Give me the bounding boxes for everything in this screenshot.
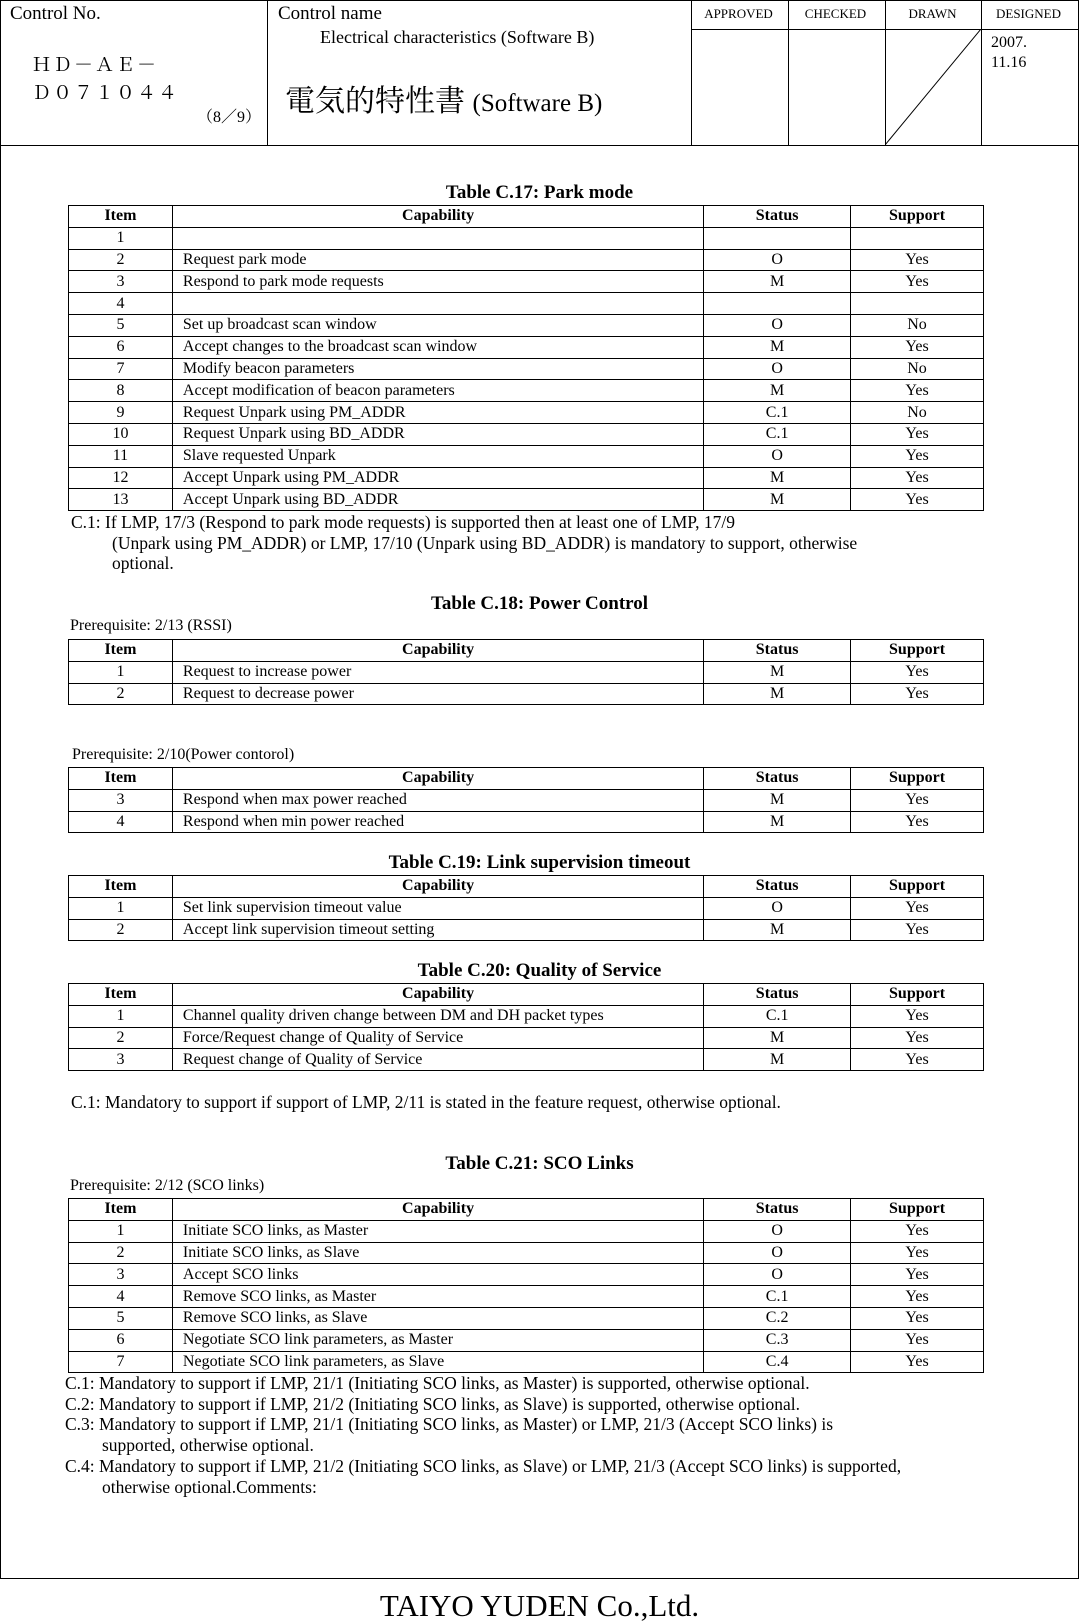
capability-cell: Accept Unpark using BD_ADDR	[172, 489, 703, 511]
column-header: Item	[69, 768, 173, 790]
support-cell: No	[851, 314, 984, 336]
table-header-row	[69, 206, 984, 228]
prerequisite: Prerequisite: 2/10(Power contorol)	[72, 746, 295, 763]
column-header: Support	[851, 206, 984, 228]
table-c20-note: C.1: Mandatory to support if support of LMP, 2/11 is stated in the feature request, otherwise optional.	[71, 1092, 781, 1112]
column-header: Support	[851, 640, 984, 662]
support-cell: Yes	[851, 1220, 984, 1242]
column-header: Status	[704, 984, 851, 1006]
column-header: Capability	[172, 206, 703, 228]
item-cell: 3	[69, 789, 173, 811]
status-cell: M	[704, 489, 851, 511]
capability-cell: Slave requested Unpark	[172, 445, 703, 467]
table-c17-title: Table C.17: Park mode	[445, 182, 634, 203]
item-cell: 7	[69, 1351, 173, 1373]
status-cell: M	[704, 811, 851, 833]
support-cell: Yes	[851, 1027, 984, 1049]
item-cell: 1	[69, 1005, 173, 1027]
support-cell: Yes	[851, 683, 984, 705]
support-cell: Yes	[851, 919, 984, 941]
item-cell: 2	[69, 919, 173, 941]
capability-cell	[172, 227, 703, 249]
divider	[267, 0, 268, 145]
capability-cell: Negotiate SCO link parameters, as Slave	[172, 1351, 703, 1373]
table-row	[69, 423, 984, 445]
table-row	[69, 445, 984, 467]
support-cell: Yes	[851, 445, 984, 467]
column-header: Item	[69, 984, 173, 1006]
table-row	[69, 1286, 984, 1308]
checked-label: CHECKED	[804, 6, 867, 21]
support-cell: Yes	[851, 1351, 984, 1373]
item-cell: 2	[69, 249, 173, 271]
status-cell: O	[704, 249, 851, 271]
item-cell: 4	[69, 293, 173, 315]
table-c17-note	[71, 512, 857, 574]
support-cell: Yes	[851, 1307, 984, 1329]
support-cell: Yes	[851, 1242, 984, 1264]
prerequisite: Prerequisite: 2/13 (RSSI)	[70, 617, 232, 634]
column-header: Capability	[172, 768, 703, 790]
capability-cell: Respond when min power reached	[172, 811, 703, 833]
status-cell: C.1	[704, 1286, 851, 1308]
doc-name-en: Electrical characteristics (Software B)	[320, 27, 595, 47]
table-row	[69, 1351, 984, 1373]
table-header-row	[69, 876, 984, 898]
column-header: Capability	[172, 640, 703, 662]
item-cell: 2	[69, 1027, 173, 1049]
control-name-label: Control name	[278, 3, 382, 24]
item-cell: 13	[69, 489, 173, 511]
approved-label: APPROVED	[704, 6, 773, 21]
item-cell: 4	[69, 811, 173, 833]
column-header: Status	[704, 876, 851, 898]
item-cell: 11	[69, 445, 173, 467]
column-header: Support	[851, 876, 984, 898]
status-cell: M	[704, 271, 851, 293]
item-cell: 6	[69, 1329, 173, 1351]
item-cell: 12	[69, 467, 173, 489]
item-cell: 3	[69, 1264, 173, 1286]
support-cell: Yes	[851, 1286, 984, 1308]
capability-cell: Accept modification of beacon parameters	[172, 380, 703, 402]
control-no-label: Control No.	[10, 3, 101, 24]
item-cell: 1	[69, 661, 173, 683]
table-row	[69, 683, 984, 705]
item-cell: 3	[69, 271, 173, 293]
capability-cell: Accept link supervision timeout setting	[172, 919, 703, 941]
column-header: Capability	[172, 984, 703, 1006]
table-row	[69, 897, 984, 919]
status-cell: M	[704, 467, 851, 489]
column-header: Status	[704, 768, 851, 790]
table-row	[69, 919, 984, 941]
status-cell: M	[704, 919, 851, 941]
table-row	[69, 314, 984, 336]
table-c20-title: Table C.20: Quality of Service	[417, 960, 662, 981]
item-cell: 9	[69, 402, 173, 424]
note-line: (Unpark using PM_ADDR) or LMP, 17/10 (Unpark using BD_ADDR) is mandatory to support, otherwise	[112, 532, 858, 553]
table-row	[69, 661, 984, 683]
table-c17	[68, 205, 984, 511]
support-cell: Yes	[851, 423, 984, 445]
column-header: Status	[704, 206, 851, 228]
note-line: C.1: Mandatory to support if LMP, 21/1 (Initiating SCO links, as Master) is supported, otherwise optional.	[65, 1373, 810, 1393]
capability-cell: Initiate SCO links, as Master	[172, 1220, 703, 1242]
column-header: Status	[704, 640, 851, 662]
capability-cell: Request park mode	[172, 249, 703, 271]
status-cell: M	[704, 336, 851, 358]
item-cell: 2	[69, 1242, 173, 1264]
capability-cell: Accept SCO links	[172, 1264, 703, 1286]
support-cell	[851, 227, 984, 249]
status-cell: O	[704, 314, 851, 336]
status-cell: M	[704, 789, 851, 811]
item-cell: 3	[69, 1049, 173, 1071]
control-no-line1: ＨＤ－ＡＥ－	[32, 54, 159, 76]
column-header: Item	[69, 206, 173, 228]
table-c18a	[68, 639, 984, 705]
note-line: C.3: Mandatory to support if LMP, 21/1 (Initiating SCO links, as Master) or LMP, 21/3 (Accept SCO links) is	[65, 1414, 834, 1435]
status-cell: O	[704, 1264, 851, 1286]
status-cell	[704, 227, 851, 249]
support-cell: Yes	[851, 661, 984, 683]
capability-cell: Set up broadcast scan window	[172, 314, 703, 336]
table-row	[69, 380, 984, 402]
column-header: Support	[851, 984, 984, 1006]
support-cell: No	[851, 358, 984, 380]
table-row	[69, 271, 984, 293]
capability-cell: Respond when max power reached	[172, 789, 703, 811]
status-cell: M	[704, 380, 851, 402]
table-row	[69, 358, 984, 380]
note-line: supported, otherwise optional.	[102, 1435, 314, 1456]
item-cell: 5	[69, 314, 173, 336]
item-cell: 1	[69, 1220, 173, 1242]
item-cell: 1	[69, 227, 173, 249]
table-row	[69, 1242, 984, 1264]
item-cell: 5	[69, 1307, 173, 1329]
capability-cell: Request to increase power	[172, 661, 703, 683]
column-header: Item	[69, 1199, 173, 1221]
status-cell: C.2	[704, 1307, 851, 1329]
capability-cell: Force/Request change of Quality of Service	[172, 1027, 703, 1049]
status-cell: M	[704, 661, 851, 683]
status-cell: M	[704, 1049, 851, 1071]
doc-name-jp-text: 電気的特性書	[285, 85, 465, 118]
table-row	[69, 249, 984, 271]
table-header-row	[69, 768, 984, 790]
company-name: TAIYO YUDEN Co.,Ltd.	[379, 1588, 700, 1623]
capability-cell: Initiate SCO links, as Slave	[172, 1242, 703, 1264]
column-header: Capability	[172, 876, 703, 898]
support-cell: Yes	[851, 1264, 984, 1286]
status-cell: O	[704, 1220, 851, 1242]
table-c21	[68, 1198, 984, 1373]
support-cell: Yes	[851, 897, 984, 919]
table-row	[69, 811, 984, 833]
support-cell: Yes	[851, 1329, 984, 1351]
table-row	[69, 489, 984, 511]
note-line: C.2: Mandatory to support if LMP, 21/2 (Initiating SCO links, as Slave) is supported, otherwise optional.	[65, 1393, 800, 1414]
header-divider	[0, 145, 1079, 146]
capability-cell: Channel quality driven change between DM and DH packet types	[172, 1005, 703, 1027]
support-cell: Yes	[851, 249, 984, 271]
status-cell: O	[704, 1242, 851, 1264]
designed-label: DESIGNED	[996, 6, 1061, 21]
support-cell: Yes	[851, 811, 984, 833]
item-cell: 7	[69, 358, 173, 380]
table-row	[69, 789, 984, 811]
capability-cell: Modify beacon parameters	[172, 358, 703, 380]
table-c19	[68, 875, 984, 941]
capability-cell: Request Unpark using BD_ADDR	[172, 423, 703, 445]
table-c18b	[68, 767, 984, 833]
status-cell: C.1	[704, 402, 851, 424]
note-line: C.1: If LMP, 17/3 (Respond to park mode requests) is supported then at least one of LMP, 17/9	[71, 512, 735, 532]
table-row	[69, 1264, 984, 1286]
column-header: Capability	[172, 1199, 703, 1221]
note-line: optional.	[112, 553, 174, 574]
item-cell: 2	[69, 683, 173, 705]
item-cell: 8	[69, 380, 173, 402]
table-row	[69, 402, 984, 424]
item-cell: 1	[69, 897, 173, 919]
table-header-row	[69, 640, 984, 662]
designed-date-1: 2007.	[991, 34, 1027, 51]
note-line: C.4: Mandatory to support if LMP, 21/2 (Initiating SCO links, as Slave) or LMP, 21/3 (Accept SCO links) is supported,	[65, 1455, 902, 1476]
capability-cell: Negotiate SCO link parameters, as Master	[172, 1329, 703, 1351]
support-cell: Yes	[851, 489, 984, 511]
capability-cell: Accept changes to the broadcast scan window	[172, 336, 703, 358]
table-row	[69, 293, 984, 315]
designed-date-2: 11.16	[991, 54, 1027, 71]
doc-name-jp-suffix: (Software B)	[472, 90, 603, 117]
support-cell: Yes	[851, 1005, 984, 1027]
item-cell: 10	[69, 423, 173, 445]
capability-cell: Respond to park mode requests	[172, 271, 703, 293]
capability-cell: Set link supervision timeout value	[172, 897, 703, 919]
item-cell: 6	[69, 336, 173, 358]
drawn-slash	[885, 29, 981, 145]
capability-cell: Remove SCO links, as Slave	[172, 1307, 703, 1329]
status-cell: M	[704, 1027, 851, 1049]
support-cell: Yes	[851, 789, 984, 811]
table-header-row	[69, 1199, 984, 1221]
support-cell	[851, 293, 984, 315]
support-cell: Yes	[851, 1049, 984, 1071]
doc-name-jp	[285, 76, 602, 120]
status-cell: O	[704, 445, 851, 467]
capability-cell: Request change of Quality of Service	[172, 1049, 703, 1071]
status-cell: C.1	[704, 1005, 851, 1027]
support-cell: Yes	[851, 380, 984, 402]
column-header: Support	[851, 768, 984, 790]
table-row	[69, 1049, 984, 1071]
column-header: Status	[704, 1199, 851, 1221]
note-line: otherwise optional.Comments:	[102, 1476, 317, 1497]
status-cell	[704, 293, 851, 315]
table-row	[69, 1329, 984, 1351]
capability-cell: Request Unpark using PM_ADDR	[172, 402, 703, 424]
table-header-row	[69, 984, 984, 1006]
table-row	[69, 1005, 984, 1027]
table-row	[69, 1307, 984, 1329]
status-cell: C.3	[704, 1329, 851, 1351]
capability-cell: Request to decrease power	[172, 683, 703, 705]
support-cell: Yes	[851, 467, 984, 489]
drawn-label: DRAWN	[908, 6, 957, 21]
table-row	[69, 467, 984, 489]
table-row	[69, 1027, 984, 1049]
column-header: Item	[69, 876, 173, 898]
page-number: （8／9）	[197, 109, 262, 126]
status-cell: M	[704, 683, 851, 705]
table-c19-title: Table C.19: Link supervision timeout	[388, 852, 691, 873]
control-no-line2: Ｄ０７１０４４	[32, 82, 180, 104]
table-c20	[68, 983, 984, 1071]
table-row	[69, 336, 984, 358]
table-row	[69, 227, 984, 249]
status-cell: O	[704, 358, 851, 380]
support-cell: No	[851, 402, 984, 424]
capability-cell: Remove SCO links, as Master	[172, 1286, 703, 1308]
item-cell: 4	[69, 1286, 173, 1308]
status-cell: C.1	[704, 423, 851, 445]
capability-cell: Accept Unpark using PM_ADDR	[172, 467, 703, 489]
column-header: Support	[851, 1199, 984, 1221]
table-c18-title: Table C.18: Power Control	[430, 593, 649, 614]
table-c21-notes	[65, 1373, 901, 1497]
table-c21-title: Table C.21: SCO Links	[445, 1153, 634, 1174]
table-row	[69, 1220, 984, 1242]
support-cell: Yes	[851, 336, 984, 358]
column-header: Item	[69, 640, 173, 662]
prerequisite: Prerequisite: 2/12 (SCO links)	[70, 1177, 265, 1194]
status-cell: O	[704, 897, 851, 919]
support-cell: Yes	[851, 271, 984, 293]
status-cell: C.4	[704, 1351, 851, 1373]
capability-cell	[172, 293, 703, 315]
